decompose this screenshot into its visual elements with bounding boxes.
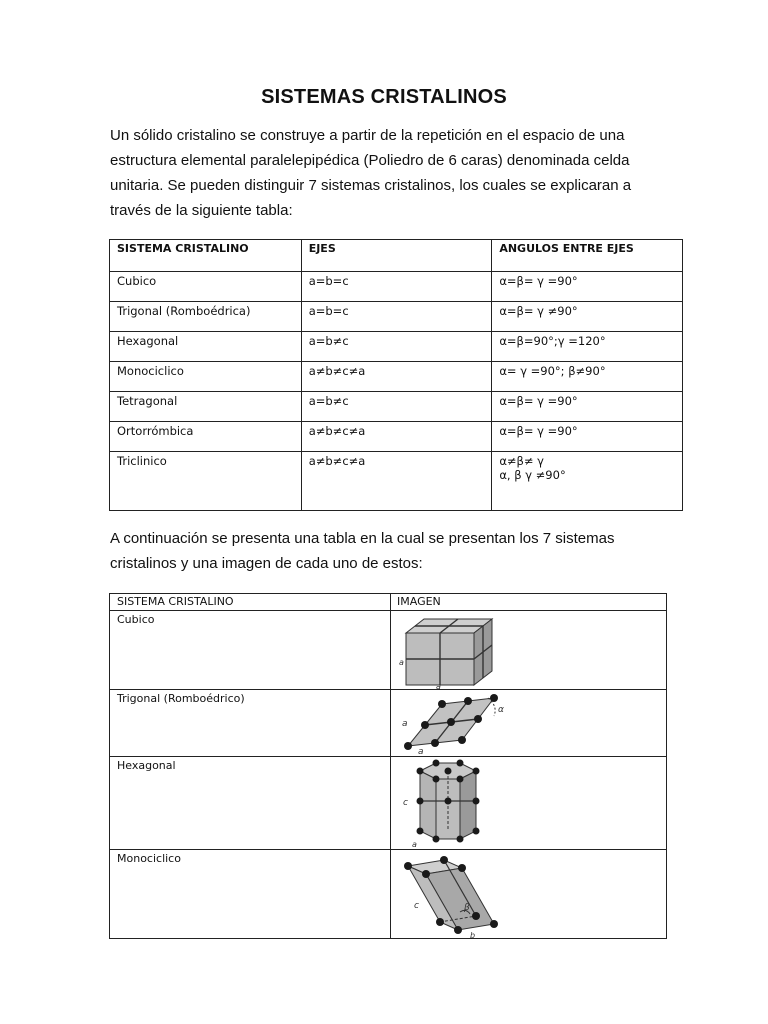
header-imagen: IMAGEN bbox=[391, 594, 667, 611]
hexagonal-lattice-image bbox=[398, 759, 498, 849]
table-row bbox=[110, 392, 683, 422]
cell-ejes: a=b=c bbox=[301, 302, 492, 332]
cell-angulos: α=β= γ =90° bbox=[492, 272, 683, 302]
cell-ejes: a≠b≠c≠a bbox=[301, 452, 492, 511]
header-sistema: SISTEMA CRISTALINO bbox=[110, 240, 302, 272]
cell-sistema: Tetragonal bbox=[110, 392, 302, 422]
cell-sistema: Hexagonal bbox=[110, 332, 302, 362]
cell-sistema: Triclinico bbox=[110, 452, 302, 511]
cell-ejes: a≠b≠c≠a bbox=[301, 362, 492, 392]
cell-angulos: α=β= γ ≠90° bbox=[492, 302, 683, 332]
table-row bbox=[110, 362, 683, 392]
cell-angulos: α=β=90°;γ =120° bbox=[492, 332, 683, 362]
cell-angulos: α=β= γ =90° bbox=[492, 422, 683, 452]
cell-ejes: a=b≠c bbox=[301, 332, 492, 362]
angulos-line-1: α≠β≠ γ bbox=[499, 454, 544, 468]
table-row bbox=[110, 757, 667, 850]
cell-ejes: a=b=c bbox=[301, 272, 492, 302]
cell-ejes: a=b≠c bbox=[301, 392, 492, 422]
label-a: a bbox=[399, 658, 404, 667]
cell-sistema: Trigonal (Romboédrica) bbox=[110, 302, 302, 332]
table-header-row bbox=[110, 594, 667, 611]
table-row bbox=[110, 452, 683, 511]
label-beta: β bbox=[464, 903, 470, 913]
cell-sistema: Cubico bbox=[110, 272, 302, 302]
page-title: SISTEMAS CRISTALINOS bbox=[261, 86, 507, 108]
label-alpha: α bbox=[498, 705, 504, 715]
table-row bbox=[110, 611, 667, 690]
label-c: c bbox=[414, 901, 419, 911]
table-row bbox=[110, 272, 683, 302]
cell-angulos: α=β= γ =90° bbox=[492, 392, 683, 422]
table-row bbox=[110, 690, 667, 757]
cell-sistema: Trigonal (Romboédrico) bbox=[110, 690, 391, 757]
cell-sistema: Ortorrómbica bbox=[110, 422, 302, 452]
cell-sistema: Hexagonal bbox=[110, 757, 391, 850]
cubic-lattice-image bbox=[398, 613, 498, 689]
header-angulos: ANGULOS ENTRE EJES bbox=[492, 240, 683, 272]
header-sistema: SISTEMA CRISTALINO bbox=[110, 594, 391, 611]
cell-sistema: Monociclico bbox=[110, 362, 302, 392]
label-c: c bbox=[403, 798, 408, 808]
trigonal-lattice-image bbox=[398, 692, 508, 756]
table-row bbox=[110, 422, 683, 452]
table-row bbox=[110, 302, 683, 332]
second-paragraph: A continuación se presenta una tabla en la cual se presentan los 7 sistemas cristalinos y una imagen de cada uno de estos: bbox=[110, 530, 615, 572]
label-a: a bbox=[436, 682, 441, 689]
crystal-images-table bbox=[109, 593, 667, 939]
monoclinic-lattice-image bbox=[398, 852, 498, 938]
label-b: b bbox=[470, 931, 476, 938]
cell-sistema: Monociclico bbox=[110, 850, 391, 939]
cell-ejes: a≠b≠c≠a bbox=[301, 422, 492, 452]
cell-angulos bbox=[492, 452, 683, 511]
table-row bbox=[110, 850, 667, 939]
intro-paragraph: Un sólido cristalino se construye a partir de la repetición en el espacio de una estructura elemental paralelepipédica (Poliedro de 6 caras) denominada celda unitaria. Se pueden distinguir 7 sistemas cristalinos, los cuales se explicaran a través de la siguiente tabla: bbox=[110, 127, 632, 219]
angulos-line-2: α, β γ ≠90° bbox=[499, 468, 566, 482]
label-a: a bbox=[418, 747, 424, 756]
table-row bbox=[110, 332, 683, 362]
cell-angulos: α= γ =90°; β≠90° bbox=[492, 362, 683, 392]
header-ejes: EJES bbox=[301, 240, 492, 272]
cell-sistema: Cubico bbox=[110, 611, 391, 690]
label-a: a bbox=[412, 840, 417, 849]
label-a: a bbox=[402, 719, 408, 729]
table-header-row bbox=[110, 240, 683, 272]
crystal-systems-table bbox=[109, 239, 683, 511]
